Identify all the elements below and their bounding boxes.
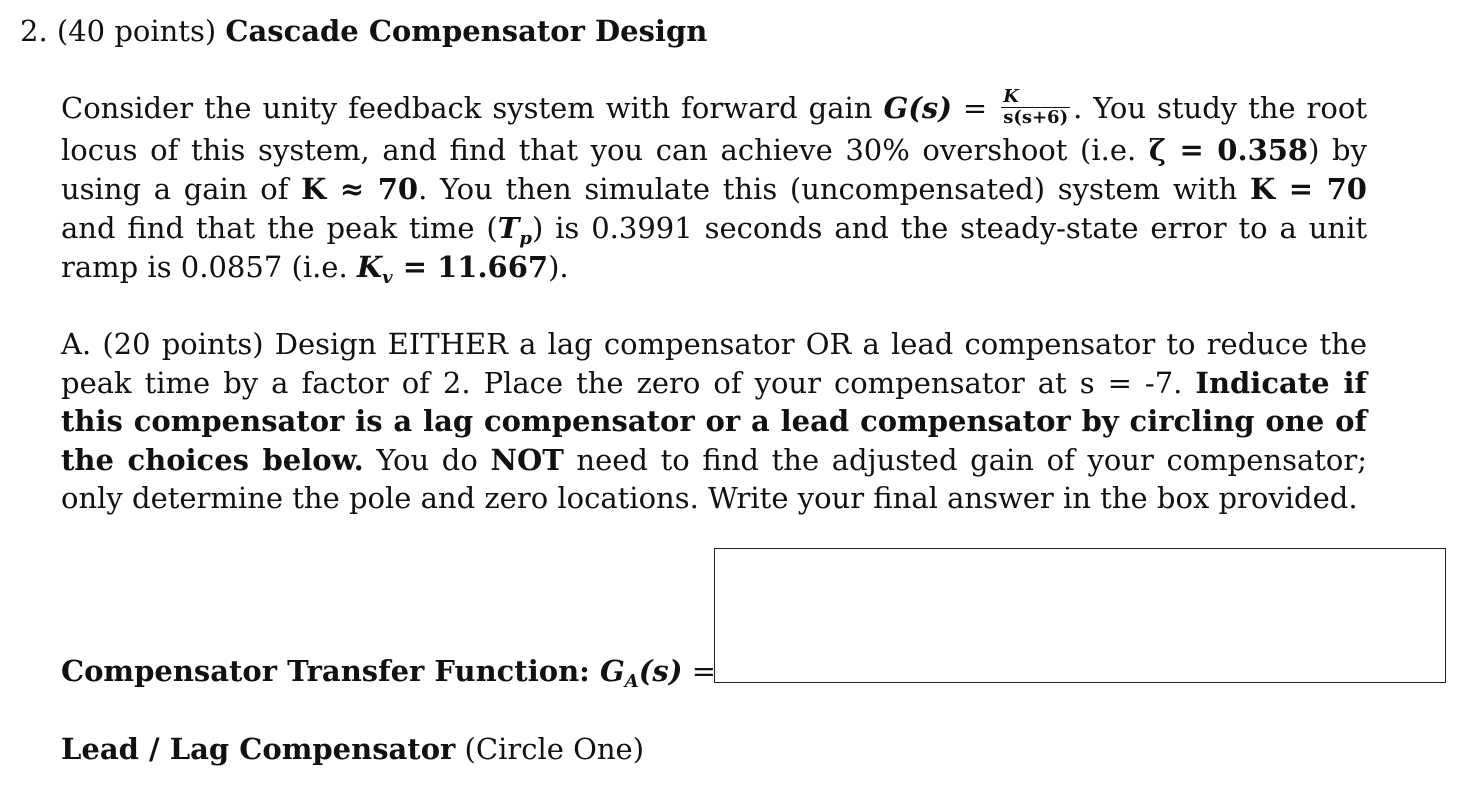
answer-box[interactable] xyxy=(714,548,1446,683)
intro-text-4: . You then simulate this (uncompensated) system with xyxy=(418,171,1250,206)
problem-number: 2. xyxy=(20,14,48,48)
choice-slash: / xyxy=(138,732,170,766)
part-a-paragraph xyxy=(61,325,1367,518)
intro-text-5: and find that the peak time ( xyxy=(61,210,498,245)
part-a-bold-instruction: Indicate if this compensator is a lag compensator or a lead compensator by circling one of the choices below. xyxy=(61,365,1367,477)
velocity-constant xyxy=(356,249,549,288)
intro-text-2: . You study the root locus of this system, and find that you can achieve 30% overshoot (i.e. xyxy=(61,91,1367,167)
compensator-letter: G xyxy=(599,654,625,688)
part-a-text-2: You do xyxy=(363,442,491,477)
problem-title: Cascade Compensator Design xyxy=(225,14,708,48)
intro-text-1: Consider the unity feedback system with forward gain xyxy=(61,91,884,125)
forward-gain-symbol: G(s) xyxy=(883,91,952,125)
answer-label-text: Compensator Transfer Function: xyxy=(61,654,600,688)
compensator-symbol xyxy=(599,654,683,692)
peak-time-subscript: p xyxy=(519,227,532,249)
lead-choice[interactable]: Lead xyxy=(61,732,139,766)
peak-time-symbol xyxy=(497,210,532,249)
intro-text-6: ) is 0.3991 seconds and the steady-state error to a unit ramp is 0.0857 (i.e. xyxy=(61,210,1367,284)
part-a-text-3: need to find the adjusted gain of your compensator; only determine the pole and zero locations. Write your final answer in the box provided. xyxy=(61,442,1367,515)
gain-equals: K = 70 xyxy=(1249,171,1367,206)
zeta-value: ζ = 0.358 xyxy=(1148,132,1309,167)
kv-subscript: v xyxy=(382,266,393,288)
fraction-numerator: K xyxy=(1001,87,1070,108)
transfer-function-fraction xyxy=(1001,87,1070,128)
compensator-subscript: A xyxy=(624,671,639,692)
kv-value: = 11.667 xyxy=(392,249,549,284)
intro-equals: = xyxy=(951,91,999,125)
intro-text-7: ). xyxy=(548,249,569,284)
lag-choice[interactable]: Lag Compensator xyxy=(169,732,456,766)
answer-equals: = xyxy=(682,654,717,688)
problem-points: (40 points) xyxy=(56,14,217,48)
fraction-denominator: s(s+6) xyxy=(1003,106,1069,128)
part-a-not: NOT xyxy=(490,442,564,477)
circle-one-note: (Circle One) xyxy=(455,732,645,766)
kv-letter: K xyxy=(356,249,383,284)
peak-time-letter: T xyxy=(497,210,520,245)
answer-label xyxy=(61,652,716,690)
compensator-argument: (s) xyxy=(638,654,683,688)
intro-text-3: ) by using a gain of xyxy=(61,132,1367,206)
problem-header xyxy=(20,12,707,50)
lead-lag-choice xyxy=(61,730,644,768)
intro-paragraph xyxy=(61,85,1367,288)
gain-approx: K ≈ 70 xyxy=(301,171,419,206)
part-a-text-1: A. (20 points) Design EITHER a lag compensator OR a lead compensator to reduce the peak time by a factor of 2. Place the zero of your compensator at s = -7. xyxy=(61,327,1367,400)
